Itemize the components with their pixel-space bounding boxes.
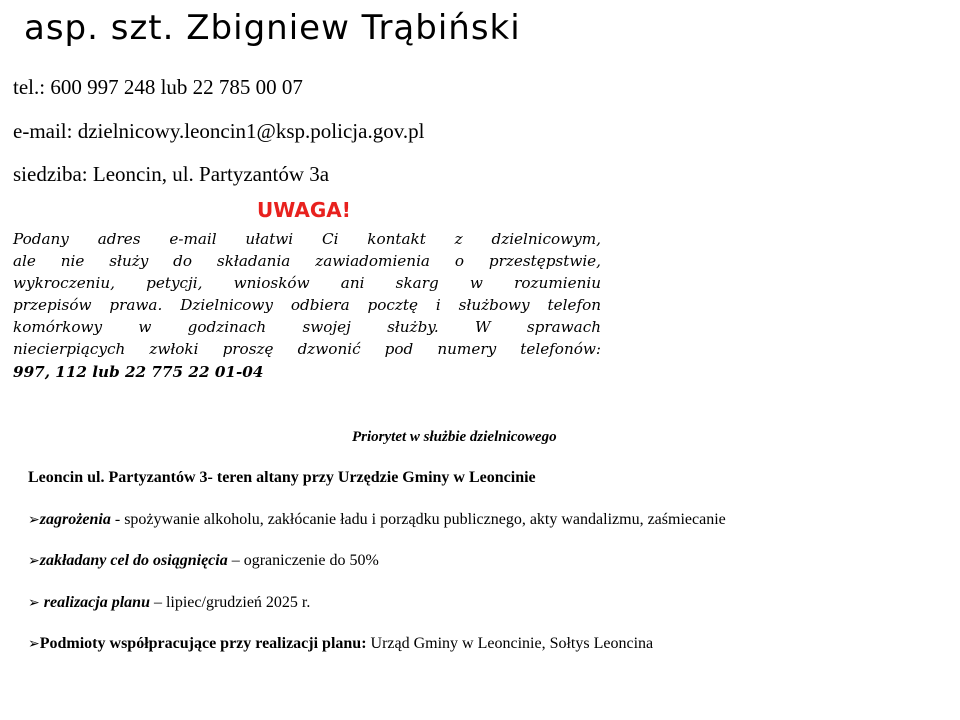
office-line: siedziba: Leoncin, ul. Partyzantów 3a — [13, 162, 330, 186]
arrow-bullet-icon: ➢ — [28, 553, 40, 569]
warning-line: niecierpiących zwłoki proszę dzwonić pod numery telefonów: — [13, 340, 601, 359]
warning-heading: UWAGA! — [257, 198, 351, 222]
emergency-numbers: 997, 112 lub 22 775 22 01-04 — [13, 362, 264, 381]
item-label: Podmioty współpracujące przy realizacji planu: — [39, 635, 367, 652]
officer-name: asp. szt. Zbigniew Trąbiński — [24, 8, 521, 48]
item-text: - spożywanie alkoholu, zakłócanie ładu i porządku publicznego, akty wandalizmu, zaśmiecanie — [110, 511, 726, 528]
warning-text — [13, 228, 601, 383]
phone-line: tel.: 600 997 248 lub 22 785 00 07 — [13, 75, 303, 99]
warning-line: Podany adres e-mail ułatwi Ci kontakt z dzielnicowym, — [13, 230, 601, 248]
arrow-bullet-icon: ➢ — [28, 636, 40, 652]
priority-item-threats — [28, 511, 726, 529]
item-text: – ograniczenie do 50% — [227, 552, 379, 569]
warning-line: komórkowy w godzinach swojej służby. W sprawach — [13, 318, 601, 337]
priority-item-partners — [28, 635, 653, 653]
arrow-bullet-icon: ➢ — [28, 512, 40, 528]
warning-line: wykroczeniu, petycji, wniosków ani skarg w rozumieniu — [13, 274, 601, 293]
item-label: zakładany cel do osiągnięcia — [39, 552, 228, 569]
priority-place: Leoncin ul. Partyzantów 3- teren altany przy Urzędzie Gminy w Leoncinie — [28, 469, 536, 486]
warning-line: przepisów prawa. Dzielnicowy odbiera pocztę i służbowy telefon — [13, 296, 601, 315]
item-text: Urząd Gminy w Leoncinie, Sołtys Leoncina — [366, 635, 654, 652]
item-label: realizacja planu — [43, 594, 150, 611]
email-line: e-mail: dzielnicowy.leoncin1@ksp.policja.gov.pl — [13, 119, 425, 143]
arrow-bullet-icon: ➢ — [28, 595, 40, 611]
item-text: – lipiec/grudzień 2025 r. — [149, 594, 311, 611]
warning-line: ale nie służy do składania zawiadomienia o przestępstwie, — [13, 252, 601, 271]
priority-item-schedule — [28, 594, 310, 612]
priority-item-goal — [28, 552, 379, 570]
priority-title: Priorytet w służbie dzielnicowego — [352, 429, 557, 445]
item-label: zagrożenia — [39, 511, 111, 528]
